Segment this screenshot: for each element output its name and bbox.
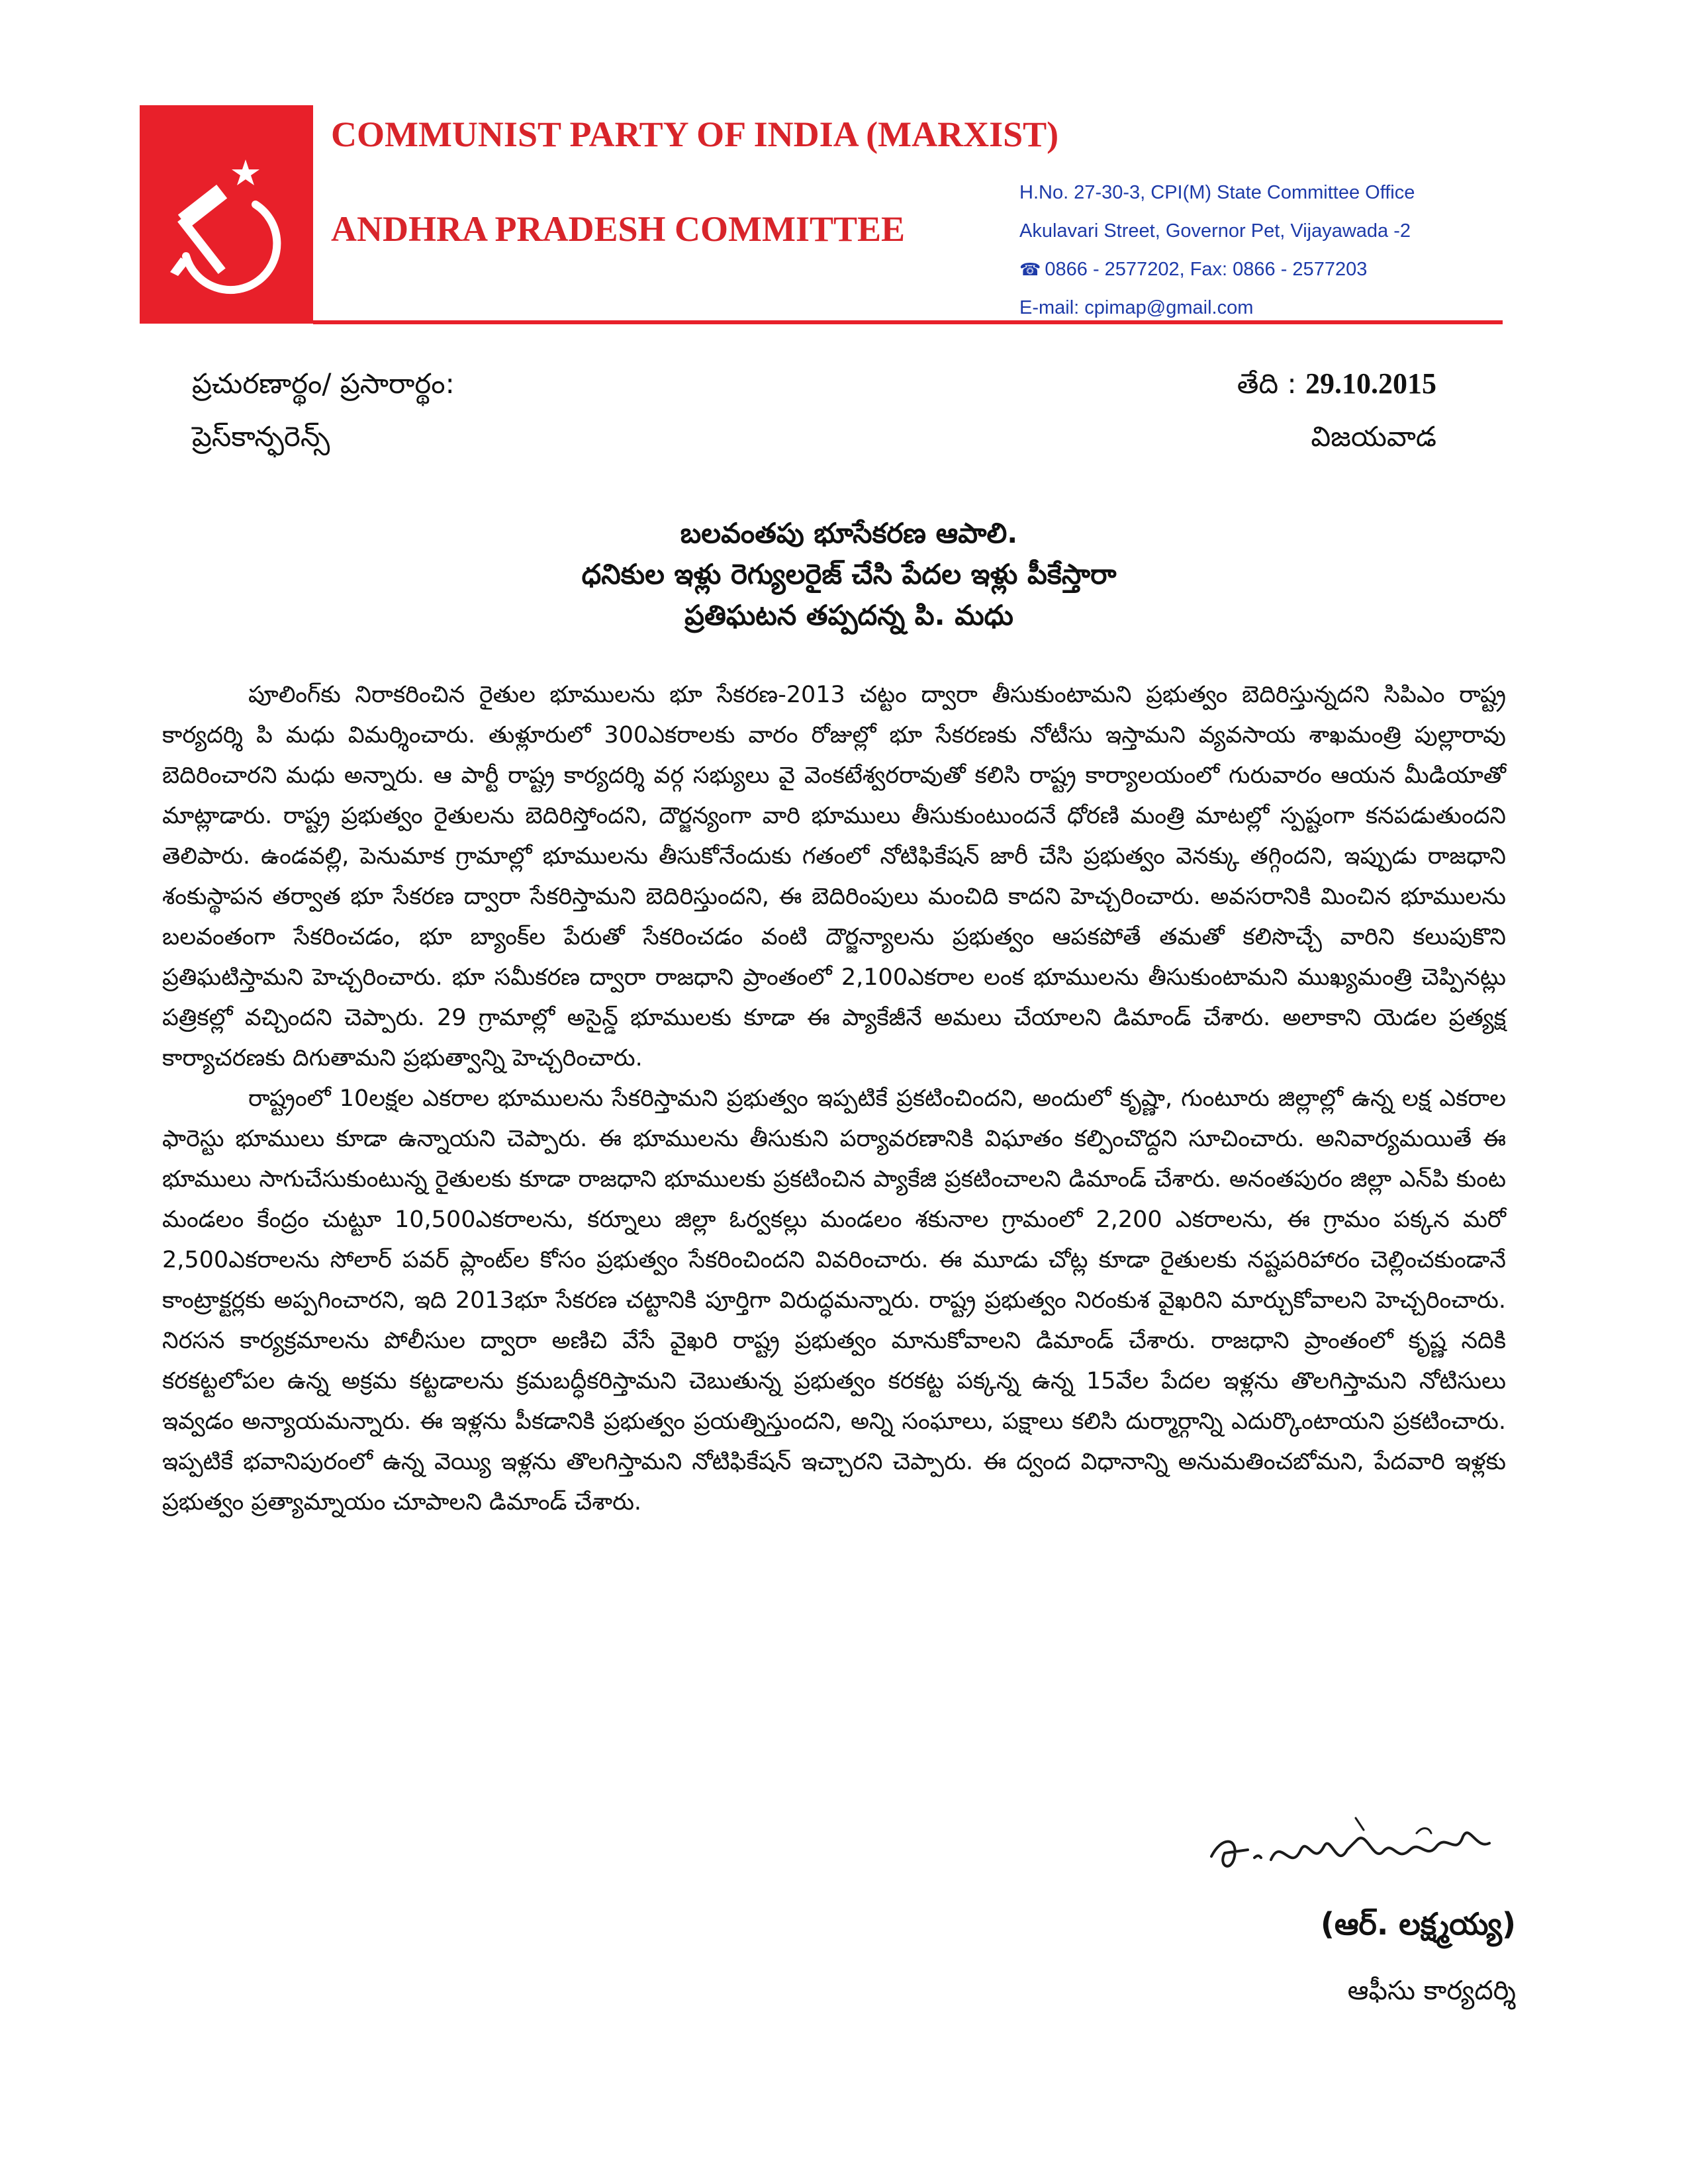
hammer-sickle-star-icon xyxy=(140,105,313,324)
headline-2: ధనికుల ఇళ్లు రెగ్యులరైజ్‌ చేసి పేదల ఇళ్లు పీకేస్తారా xyxy=(581,558,1117,590)
headline-1: బలవంతపు భూసేకరణ ఆపాలి. xyxy=(680,517,1018,549)
release-type-block xyxy=(192,357,455,463)
email-line: E-mail: cpimap@gmail.com xyxy=(1019,297,1254,318)
signer-name: (ఆర్‌. లక్ష్మయ్య) xyxy=(1320,1906,1516,1942)
publication-label: ప్రచురణార్థం/ ప్రసారార్థం: xyxy=(192,367,455,400)
party-logo xyxy=(140,105,313,324)
paragraph-2: రాష్ట్రంలో 10లక్షల ఎకరాల భూములను సేకరిస్తామని ప్రభుత్వం ఇప్పటికే ప్రకటించిందని, అందులో కృష్ణా, గుంటూరు జిల్లాల్లో ఉన్న లక్ష ఎకరాల ఫారెస్టు భూములు కూడా ఉన్నాయని చెప్పారు. ఈ భూములను తీసుకుని పర్యావరణానికి విఘాతం కల్పించొద్దని సూచించారు. అనివార్యమయితే ఈ భూములు సాగుచేసుకుంటున్న రైతులకు కూడా రాజధాని భూములకు ప్రకటించిన ప్యాకేజి ప్రకటించాలని డిమాండ్‌ చేశారు. అనంతపురం జిల్లా ఎన్‌పి కుంట మండలం కేంద్రం చుట్టూ 10,500ఎకరాలను, కర్నూలు జిల్లా ఓర్వకల్లు మండలం శకునాల గ్రామంలో 2,200 ఎకరాలను, ఈ గ్రామం పక్కన మరో 2,500ఎకరాలను సోలార్‌ పవర్‌ ప్లాంట్‌ల కోసం ప్రభుత్వం సేకరించిందని వివరించారు. ఈ మూడు చోట్ల కూడా రైతులకు నష్టపరిహారం చెల్లించకుండానే కాంట్రాక్టర్లకు అప్పగించారని, ఇది 2013భూ సేకరణ చట్టానికి పూర్తిగా విరుద్ధమన్నారు. రాష్ట్ర ప్రభుత్వం నిరంకుశ వైఖరిని మార్చుకోవాలని హెచ్చరించారు. నిరసన కార్యక్రమాలను పోలీసుల ద్వారా అణిచి వేసే వైఖరి రాష్ట్ర ప్రభుత్వం మానుకోవాలని డిమాండ్‌ చేశారు. రాజధాని ప్రాంతంలో కృష్ణ నదికి కరకట్టలోపల ఉన్న అక్రమ కట్టడాలను క్రమబద్ధీకరిస్తామని చెబుతున్న ప్రభుత్వం కరకట్ట పక్కన్న ఉన్న 15వేల పేదల ఇళ్లను తొలగిస్తామని నోటిసులు ఇవ్వడం అన్యాయమన్నారు. ఈ ఇళ్లను పీకడానికి ప్రభుత్వం ప్రయత్నిస్తుందని, అన్ని సంఘాలు, పక్షాలు కలిసి దుర్మార్గాన్ని ఎదుర్కొంటాయని ప్రకటించారు. ఇప్పటికే భవానిపురంలో ఉన్న వెయ్యి ఇళ్లను తొలగిస్తామని నోటిఫికేషన్‌ ఇచ్చారని చెప్పారు. ఈ ద్వంద విధానాన్ని అనుమతించబోమని, పేదవారి ఇళ్లకు ప్రభుత్వం ప్రత్యామ్నాయం చూపాలని డిమాండ్‌ చేశారు. xyxy=(162,1085,1506,1516)
date-label: తేది : xyxy=(1237,367,1297,400)
paragraph-1: పూలింగ్‌కు నిరాకరించిన రైతుల భూములను భూ సేకరణ-2013 చట్టం ద్వారా తీసుకుంటామని ప్రభుత్వం బెదిరిస్తున్నదని సిపిఎం రాష్ట్ర కార్యదర్శి పి మధు విమర్శించారు. తుళ్లూరులో 300ఎకరాలకు వారం రోజుల్లో భూ సేకరణకు నోటీసు ఇస్తామని వ్యవసాయ శాఖమంత్రి పుల్లారావు బెదిరించారని మధు అన్నారు. ఆ పార్టీ రాష్ట్ర కార్యదర్శి వర్గ సభ్యులు వై వెంకటేశ్వరరావుతో కలిసి రాష్ట్ర కార్యాలయంలో గురువారం ఆయన మీడియాతో మాట్లాడారు. రాష్ట్ర ప్రభుత్వం రైతులను బెదిరిస్తోందని, దౌర్జన్యంగా వారి భూములు తీసుకుంటుందనే ధోరణి మంత్రి మాటల్లో స్పష్టంగా కనపడుతుందని తెలిపారు. ఉండవల్లి, పెనుమాక గ్రామాల్లో భూములను తీసుకోనేందుకు గతంలో నోటిఫికేషన్‌ జారీ చేసి ప్రభుత్వం వెనక్కు తగ్గిందని, ఇప్పుడు రాజధాని శంకుస్థాపన తర్వాత భూ సేకరణ ద్వారా సేకరిస్తామని బెదిరిస్తుందని, ఈ బెదిరింపులు మంచిది కాదని హెచ్చరించారు. అవసరానికి మించిన భూములను బలవంతంగా సేకరించడం, భూ బ్యాంక్‌ల పేరుతో సేకరించడం వంటి దౌర్జన్యాలను ప్రభుత్వం ఆపకపోతే తమతో కలిసొచ్చే వారిని కలుపుకొని ప్రతిఘటిస్తామని హెచ్చరించారు. భూ సమీకరణ ద్వారా రాజధాని ప్రాంతంలో 2,100ఎకరాల లంక భూములను తీసుకుంటామని ముఖ్యమంత్రి చెప్పినట్లు పత్రికల్లో వచ్చిందని చెప్పారు. 29 గ్రామాల్లో అసైన్డ్‌ భూములకు కూడా ఈ ప్యాకేజీనే అమలు చేయాలని డిమాండ్‌ చేశారు. అలాకాని యెడల ప్రత్యక్ష కార్యాచరణకు దిగుతామని ప్రభుత్వాన్ని హెచ్చరించారు. xyxy=(162,682,1506,1071)
telephone-icon: ☎ xyxy=(1019,259,1041,279)
date-value: 29.10.2015 xyxy=(1305,367,1436,400)
handwritten-signature xyxy=(1198,1810,1503,1889)
address-line-1: H.No. 27-30-3, CPI(M) State Committee Office xyxy=(1019,182,1415,203)
body-text xyxy=(162,675,1506,1523)
place: విజయవాడ xyxy=(1311,420,1436,453)
phone-numbers: 0866 - 2577202, Fax: 0866 - 2577203 xyxy=(1045,259,1368,280)
committee-name: ANDHRA PRADESH COMMITTEE xyxy=(331,209,906,249)
press-conference-label: ప్రెస్‌కాన్ఫరెన్స్ xyxy=(192,420,330,453)
signer-title: ఆఫీసు కార్యదర్శి xyxy=(1347,1976,1516,2006)
date-line xyxy=(1237,357,1436,410)
address-block xyxy=(1019,173,1415,327)
party-name: COMMUNIST PARTY OF INDIA (MARXIST) xyxy=(331,114,1059,154)
address-line-2: Akulavari Street, Governor Pet, Vijayawada -2 xyxy=(1019,220,1411,242)
date-place-block xyxy=(1237,357,1436,463)
headlines xyxy=(192,513,1506,636)
phone-line xyxy=(1019,250,1415,289)
headline-3: ప్రతిఘటన తప్పదన్న పి. మధు xyxy=(684,599,1013,631)
